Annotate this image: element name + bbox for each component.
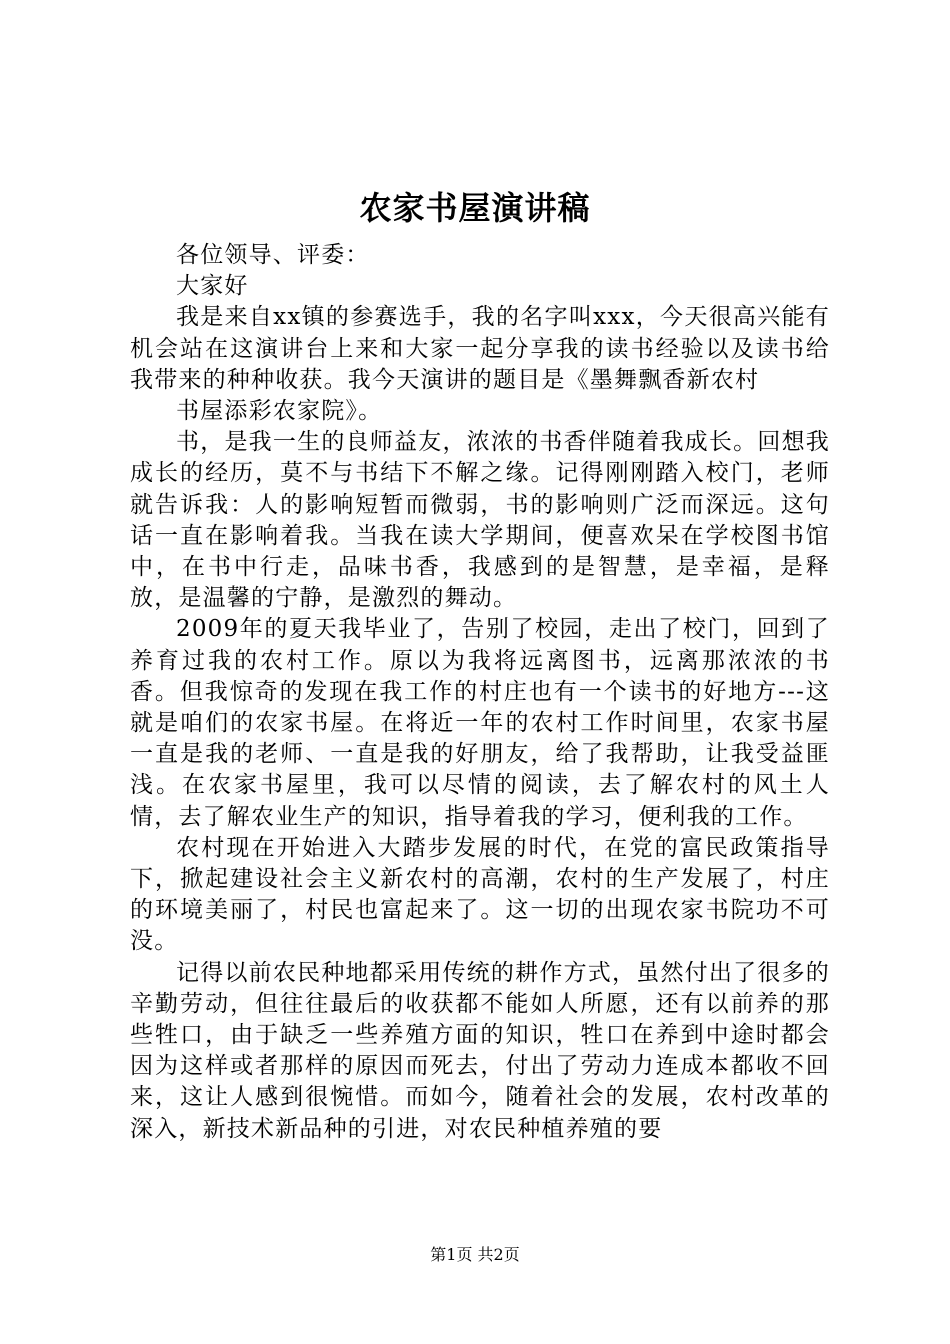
paragraph-rural-development: 农村现在开始进入大踏步发展的时代，在党的富民政策指导下，掀起建设社会主义新农村的高潮，农村的生产发展了，村庄的环境美丽了，村民也富起来了。这一切的出现农家书院功不可没。 (130, 834, 830, 955)
paragraph-intro: 我是来自xx镇的参赛选手，我的名字叫xxx，今天很高兴能有机会站在这演讲台上来和大家一起分享我的读书经验以及读书给我带来的种种收获。我今天演讲的题目是《墨舞飘香新农村 (130, 304, 830, 393)
document-title: 农家书屋演讲稿 (359, 189, 591, 227)
page-number-footer: 第1页 共2页 (430, 1245, 520, 1264)
greeting-line: 大家好 (176, 273, 249, 300)
salutation-line: 各位领导、评委： (176, 242, 370, 268)
paragraph-title-continuation: 书屋添彩农家院》。 (176, 398, 383, 425)
paragraph-farming: 记得以前农民种地都采用传统的耕作方式，虽然付出了很多的辛勤劳动，但往往最后的收获都不能如人所愿，还有以前养的那些牲口，由于缺乏一些养殖方面的知识，牲口在养到中途时都会因为这样或者那样的原因而死去，付出了劳动力连成本都收不回来，这让人感到很惋惜。而如今，随着社会的发展，农村改革的深入，新技术新品种的引进，对农民种植养殖的要 (130, 959, 830, 1142)
paragraph-graduation: 2009年的夏天我毕业了，告别了校园，走出了校门，回到了养育过我的农村工作。原以为我将远离图书，远离那浓浓的书香。但我惊奇的发现在我工作的村庄也有一个读书的好地方---这就是咱们的农家书屋。在将近一年的农村工作时间里，农家书屋一直是我的老师、一直是我的好朋友，给了我帮助，让我受益匪浅。在农家书屋里，我可以尽情的阅读，去了解农村的风土人情，去了解农业生产的知识，指导着我的学习，便利我的工作。 (130, 616, 830, 830)
document-body (130, 240, 830, 1145)
paragraph-books: 书，是我一生的良师益友，浓浓的书香伴随着我成长。回想我成长的经历，莫不与书结下不解之缘。记得刚刚踏入校门，老师就告诉我：人的影响短暂而微弱，书的影响则广泛而深远。这句话一直在影响着我。当我在读大学期间，便喜欢呆在学校图书馆中，在书中行走，品味书香，我感到的是智慧，是幸福，是释放，是温馨的宁静，是激烈的舞动。 (130, 429, 830, 612)
